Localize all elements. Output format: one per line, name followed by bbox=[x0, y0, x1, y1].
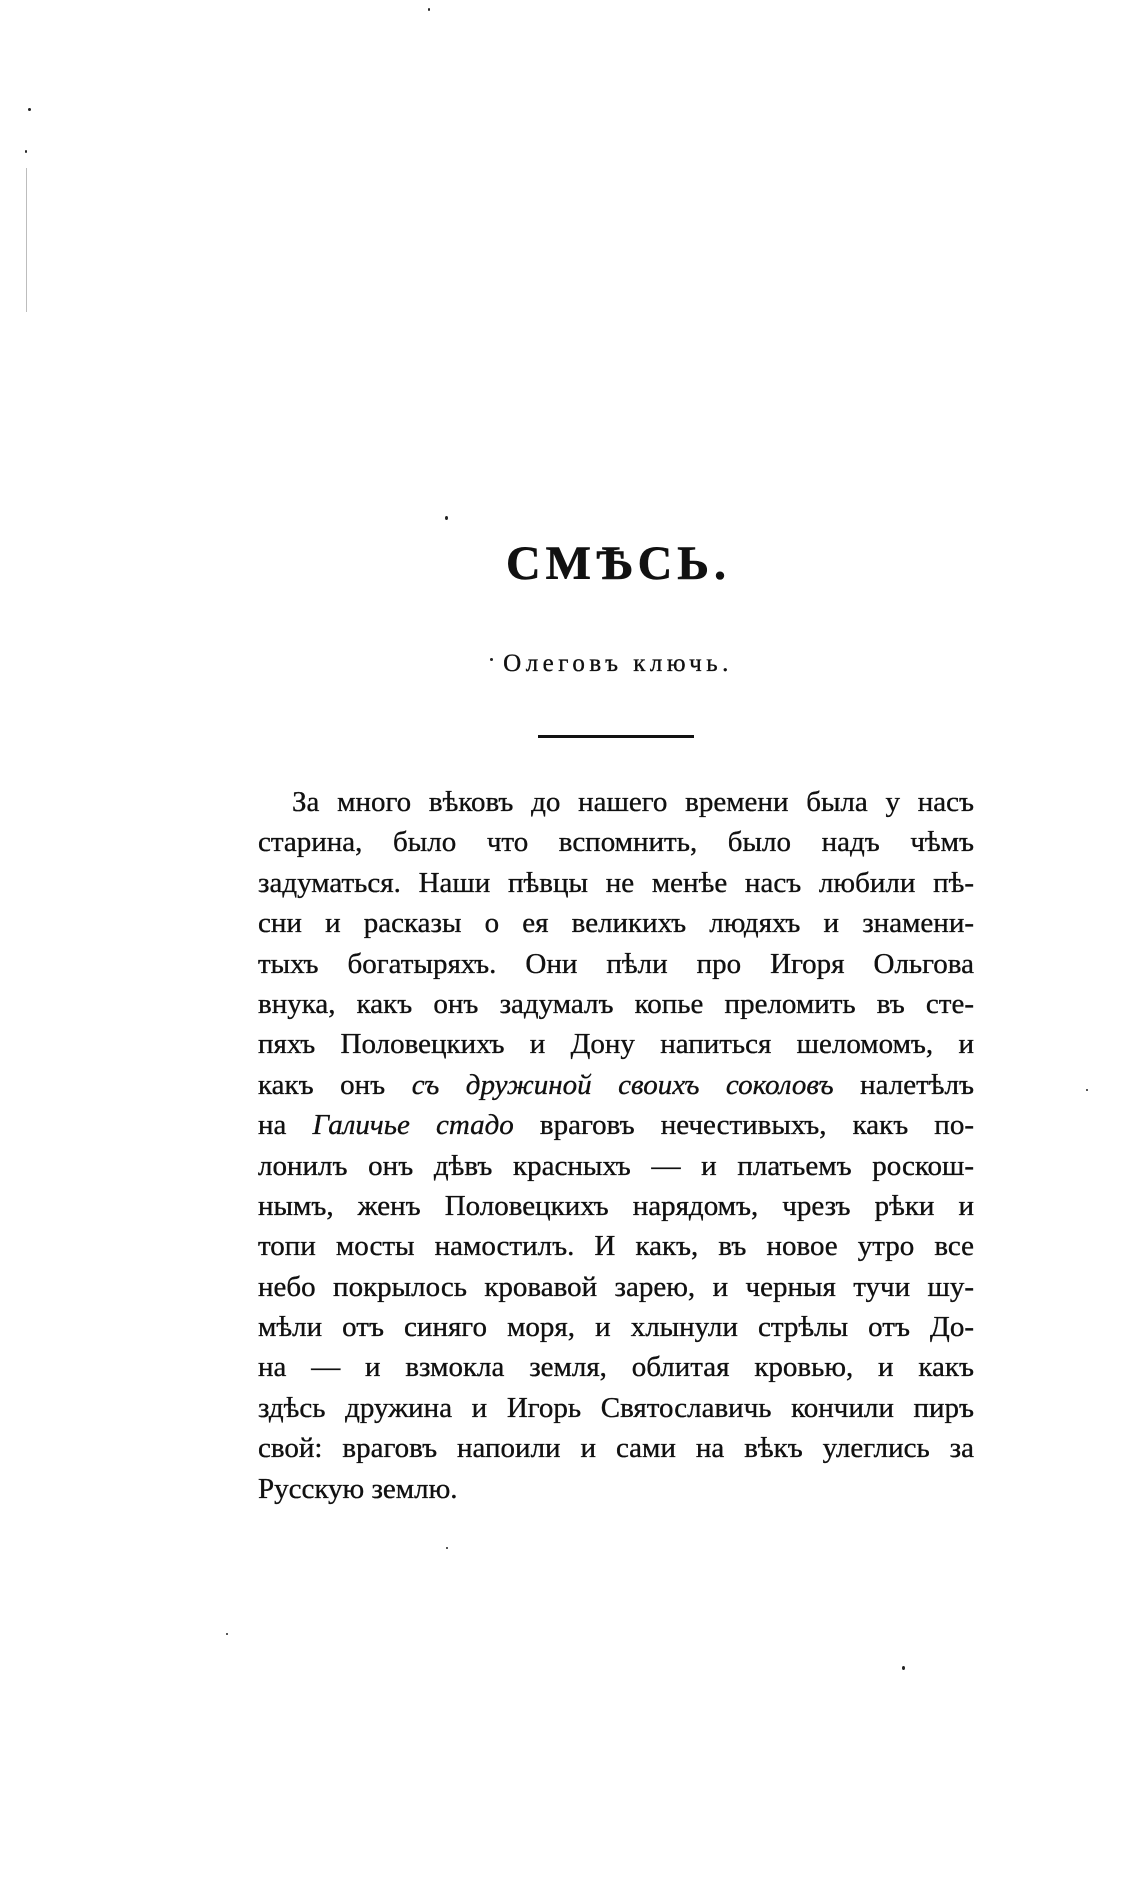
paragraph-line: свой: враговъ напоили и сами на вѣкъ улеглись за bbox=[258, 1432, 974, 1465]
line-text: враговъ нечестивыхъ, какъ по- bbox=[513, 1109, 974, 1142]
title-divider bbox=[538, 735, 694, 738]
paragraph-line: тыхъ богатыряхъ. Они пѣли про Игоря Ольгова bbox=[258, 947, 974, 980]
paragraph-line: пяхъ Половецкихъ и Дону напиться шеломомъ, и bbox=[258, 1028, 974, 1061]
paragraph-line: мѣли отъ синяго моря, и хлынули стрѣлы отъ До- bbox=[258, 1311, 974, 1344]
scan-speck bbox=[428, 8, 430, 11]
scan-margin-mark bbox=[26, 168, 27, 312]
paragraph-line: За много вѣковъ до нашего времени была у насъ bbox=[292, 786, 974, 818]
article-title: Олеговъ ключь. bbox=[503, 650, 733, 677]
scan-speck bbox=[1086, 1089, 1088, 1091]
paragraph-line: Русскую землю. bbox=[258, 1472, 458, 1505]
scan-speck bbox=[226, 1633, 228, 1635]
section-heading: СМѢСЬ. bbox=[505, 537, 732, 590]
line-text: какъ онъ bbox=[258, 1068, 412, 1101]
italic-phrase: Галичье стадо bbox=[312, 1109, 514, 1142]
paragraph-line: внука, какъ онъ задумалъ копье преломить въ сте- bbox=[258, 987, 974, 1020]
paragraph-line bbox=[258, 1065, 974, 1105]
scan-speck bbox=[28, 108, 31, 111]
paragraph-line: лонилъ онъ дѣвъ красныхъ — и платьемъ роскош- bbox=[258, 1149, 974, 1182]
paragraph-line: на — и взмокла земля, облитая кровью, и какъ bbox=[258, 1351, 974, 1384]
line-text: налетѣлъ bbox=[833, 1068, 974, 1101]
scan-speck bbox=[446, 1547, 448, 1549]
paragraph-line: топи мосты намостилъ. И какъ, въ новое утро все bbox=[258, 1230, 974, 1263]
scan-speck bbox=[25, 150, 27, 153]
scan-speck bbox=[902, 1666, 905, 1670]
paragraph-line bbox=[258, 1105, 974, 1145]
paragraph-line: здѣсь дружина и Игорь Святославичь кончили пиръ bbox=[258, 1391, 974, 1424]
paragraph-line: старина, было что вспомнить, было надъ чѣмъ bbox=[258, 826, 974, 859]
paragraph-line: задуматься. Наши пѣвцы не менѣе насъ любили пѣ- bbox=[258, 866, 974, 899]
line-text: на bbox=[258, 1109, 313, 1142]
paragraph-line: сни и расказы о ея великихъ людяхъ и знамени- bbox=[258, 907, 974, 940]
italic-phrase: съ дружиной своихъ соколовъ bbox=[411, 1068, 834, 1101]
paragraph-line: небо покрылось кровавой зарею, и черныя тучи шу- bbox=[258, 1270, 974, 1303]
scan-speck bbox=[445, 516, 448, 520]
article-paragraph bbox=[258, 782, 974, 1509]
paragraph-line: нымъ, женъ Половецкихъ нарядомъ, чрезъ рѣки и bbox=[258, 1189, 974, 1222]
